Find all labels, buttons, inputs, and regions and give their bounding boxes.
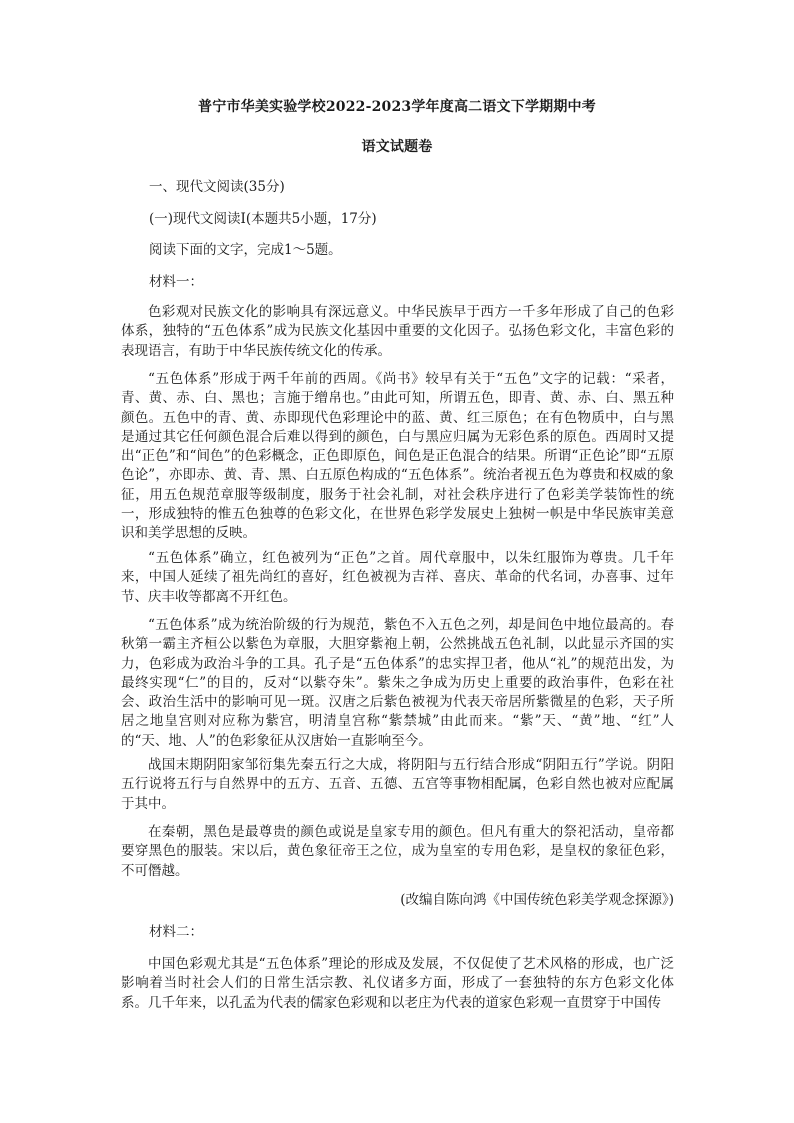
instruction-text: 阅读下面的文字，完成1～5题。 [149, 242, 342, 258]
material-one-paragraph: “五色体系”形成于两千年前的西周。《尚书》较早有关于“五色”文字的记载：“采者，青、黄、赤、白、黑也；言施于缯帛也。”由此可知，所谓五色，即青、黄、赤、白、黑五种颜色。五色中的青、黄、赤即现代色彩理论中的蓝、黄、红三原色；在有色物质中，白与黑是通过其它任何颜色混合后难以得到的颜色，白与黑应归属为无彩色系的原色。西周时又提出“正色”和“间色”的色彩概念，正色即原色，间色是正色混合的结果。所谓“正色论”即“五原色论”，亦即赤、黄、青、黑、白五原色构成的“五色体系”。统治者视五色为尊贵和权威的象征，用五色规范章服等级制度，服务于社会礼制，对社会秩序进行了色彩美学装饰性的统一，形成独特的惟五色独尊的色彩文化，在世界色彩学发展史上独树一帜是中华民族审美意识和美学思想的反映。 [121, 371, 674, 542]
exam-subtitle: 语文试题卷 [361, 139, 433, 155]
material-two-label: 材料二： [149, 924, 203, 940]
source-citation: (改编自陈向鸿《中国传统色彩美学观念探源》) [400, 892, 674, 908]
material-one-label: 材料一： [149, 274, 203, 290]
section-heading: 一、现代文阅读(35分) [149, 179, 285, 195]
material-one-paragraph: “五色体系”确立，红色被列为“正色”之首。周代章服中，以朱红服饰为尊贵。几千年来，中国人延续了祖先尚红的喜好，红色被视为吉祥、喜庆、革命的代名词，办喜事、过年节、庆丰收等都离不开红色。 [121, 550, 674, 605]
material-one-paragraph: 色彩观对民族文化的影响具有深远意义。中华民族早于西方一千多年形成了自己的色彩体系，独特的“五色体系”成为民族文化基因中重要的文化因子。弘扬色彩文化，丰富色彩的表现语言，有助于中华民族传统文化的传承。 [121, 304, 674, 359]
material-two-paragraph: 中国色彩观尤其是“五色体系”理论的形成及发展，不仅促使了艺术风格的形成，也广泛影响着当时社会人们的日常生活宗教、礼仪诸多方面，形成了一套独特的东方色彩文化体系。几千年来，以孔孟为代表的儒家色彩观和以老庄为代表的道家色彩观一直贯穿于中国传 [121, 956, 674, 1011]
exam-title: 普宁市华美实验学校2022-2023学年度高二语文下学期期中考 [198, 99, 596, 115]
material-one-paragraph: 战国末期阴阳家邹衍集先秦五行之大成，将阴阳与五行结合形成“阴阳五行”学说。阴阳五行说将五行与自然界中的五方、五音、五德、五宫等事物相配属，色彩自然也被对应配属于其中。 [121, 757, 674, 812]
material-one-paragraph: “五色体系”成为统治阶级的行为规范，紫色不入五色之列，却是间色中地位最高的。春秋第一霸主齐桓公以紫色为章服，大胆穿紫袍上朝，公然挑战五色礼制，以此显示齐国的实力，色彩成为政治斗争的工具。孔子是“五色体系”的忠实捍卫者，他从“礼”的规范出发，为最终实现“仁”的目的，反对“以紫夺朱”。紫朱之争成为历史上重要的政治事件，色彩在社会、政治生活中的影响可见一斑。汉唐之后紫色被视为代表天帝居所紫微星的色彩，天子所居之地皇宫则对应称为紫宫，明清皇宫称“紫禁城”由此而来。“紫”天、“黄”地、“红”人的“天、地、人”的色彩象征从汉唐始一直影响至今。 [121, 617, 674, 749]
sub-section-heading: (一)现代文阅读Ⅰ(本题共5小题，17分) [149, 211, 377, 227]
material-one-paragraph: 在秦朝，黑色是最尊贵的颜色或说是皇家专用的颜色。但凡有重大的祭祀活动，皇帝都要穿黑色的服装。宋以后，黄色象征帝王之位，成为皇室的专用色彩，是皇权的象征色彩，不可僭越。 [121, 824, 674, 879]
